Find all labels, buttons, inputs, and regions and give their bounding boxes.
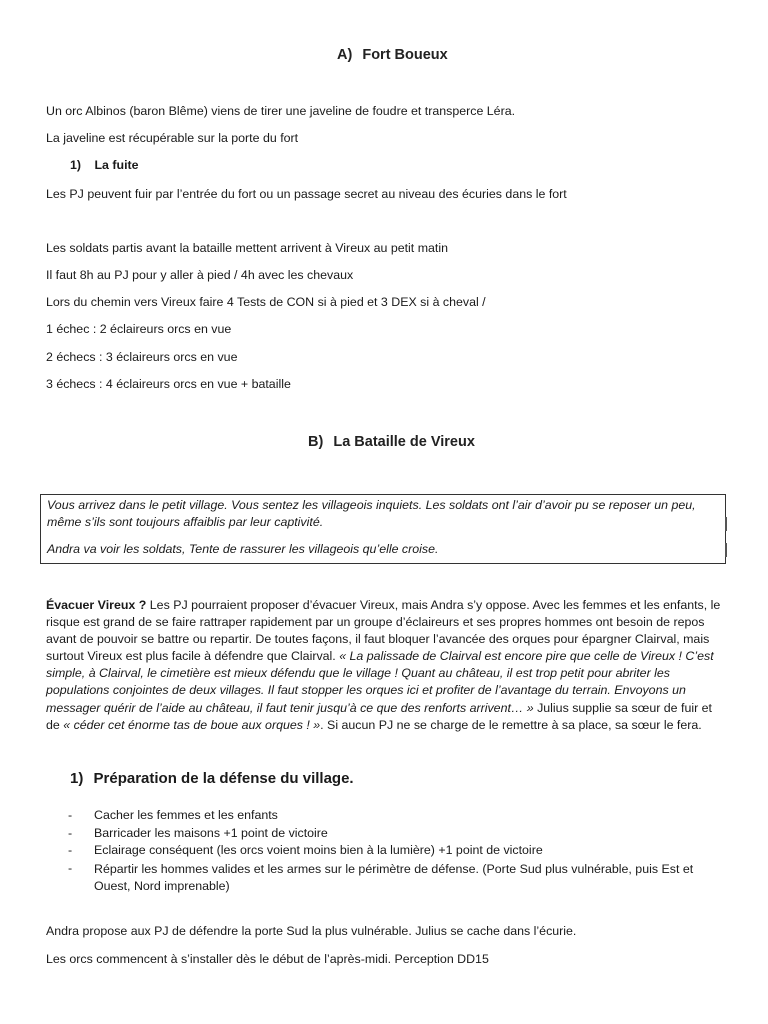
paragraph-lead: Évacuer Vireux ? [46,598,147,612]
subheading-title: Préparation de la défense du village. [93,770,354,787]
text-line: 2 échecs : 3 éclaireurs orcs en vue [46,350,238,364]
narrative-line: même s’ils sont toujours affaiblis par leur captivité. [47,515,324,529]
list-dash: - [68,808,73,822]
list-item-text: Barricader les maisons +1 point de victoire [94,825,328,840]
paragraph-text: . Si aucun PJ ne se charge de le remettre à sa place, sa sœur le fera. [320,717,702,732]
text-line: 3 échecs : 4 éclaireurs orcs en vue + bataille [46,377,291,391]
text-line: La javeline est récupérable sur la porte du fort [46,131,299,145]
text-line: Andra propose aux PJ de défendre la porte Sud la plus vulnérable. Julius se cache dans l’écurie. [46,924,577,938]
narrative-line: Andra va voir les soldats, Tente de rassurer les villageois qu’elle croise. [47,542,439,556]
list-dash: - [68,860,73,875]
subheading-preparation [70,770,354,787]
section-b-marker: B) [308,434,324,450]
text-line: Lors du chemin vers Vireux faire 4 Tests de CON si à pied et 3 DEX si à cheval / [46,295,486,309]
text-line: Les PJ peuvent fuir par l’entrée du fort ou un passage secret au niveau des écuries dans le fort [46,187,567,201]
box-margin-mark [725,543,727,557]
text-line: Les soldats partis avant la bataille mettent arrivent à Vireux au petit matin [46,241,448,255]
section-a-heading [337,47,448,63]
paragraph-quote: « céder cet énorme tas de boue aux orques ! » [63,717,321,732]
list-item-text: Cacher les femmes et les enfants [94,808,278,822]
narrative-box [40,494,726,564]
paragraph-text: Les PJ pourraient proposer d’évacuer Vireux, mais Andra s’y oppose. Avec les femmes et les enfants, le risque est grand de se faire rattraper rapidement par un groupe d’éclaireurs et ses propres hommes ont besoin de repos avant de pouvoir se battre ou repartir. De toutes façons, il faut bloquer l’avancée des orques pour épargner Clairval, mais surtout Vireux est plus facile à défendre que Clairval. [46,598,721,664]
box-margin-mark [725,517,727,531]
text-line: Il faut 8h au PJ pour y aller à pied / 4h avec les chevaux [46,268,354,282]
section-b-heading [308,434,475,450]
subheading-marker: 1) [70,770,84,787]
section-b-title: La Bataille de Vireux [333,434,475,450]
subheading-fuite [70,158,139,172]
text-line: Les orcs commencent à s’installer dès le début de l’après-midi. Perception DD15 [46,952,489,966]
paragraph-quote: « La palissade de Clairval est encore pire que celle de Vireux ! C’est simple, à Clairval, le cimetière est mieux défendu que le village ! Quant au château, il est trop petit pour abriter les populations conjointes de deux villages. Il faut stopper les orques ici et profiter de l’avantage du terrain. Envoyons un messager quérir de l’aide au château, il faut tenir jusqu’à ce que des renforts arrivent… » [46,649,714,715]
narrative-line: Vous arrivez dans le petit village. Vous sentez les villageois inquiets. Les soldats ont l’air d’avoir pu se reposer un peu, [47,498,696,512]
evacuation-paragraph [46,597,722,734]
list-item-text: Répartir les hommes valides et les armes sur le périmètre de défense. (Porte Sud plus vulnérable, puis Est et Ouest, Nord imprenable) [94,861,694,893]
text-line: 1 échec : 2 éclaireurs orcs en vue [46,322,232,336]
list-dash: - [68,825,73,840]
subheading-title: La fuite [94,158,139,172]
text-line: Un orc Albinos (baron Blême) viens de tirer une javeline de foudre et transperce Léra. [46,104,516,118]
list-dash: - [68,843,73,857]
section-a-marker: A) [337,47,353,63]
subheading-marker: 1) [70,158,82,172]
list-item-text: Eclairage conséquent (les orcs voient moins bien à la lumière) +1 point de victoire [94,843,543,857]
section-a-title: Fort Boueux [362,47,448,63]
paragraph-text: Julius supplie sa sœur de fuir et de [46,700,713,732]
